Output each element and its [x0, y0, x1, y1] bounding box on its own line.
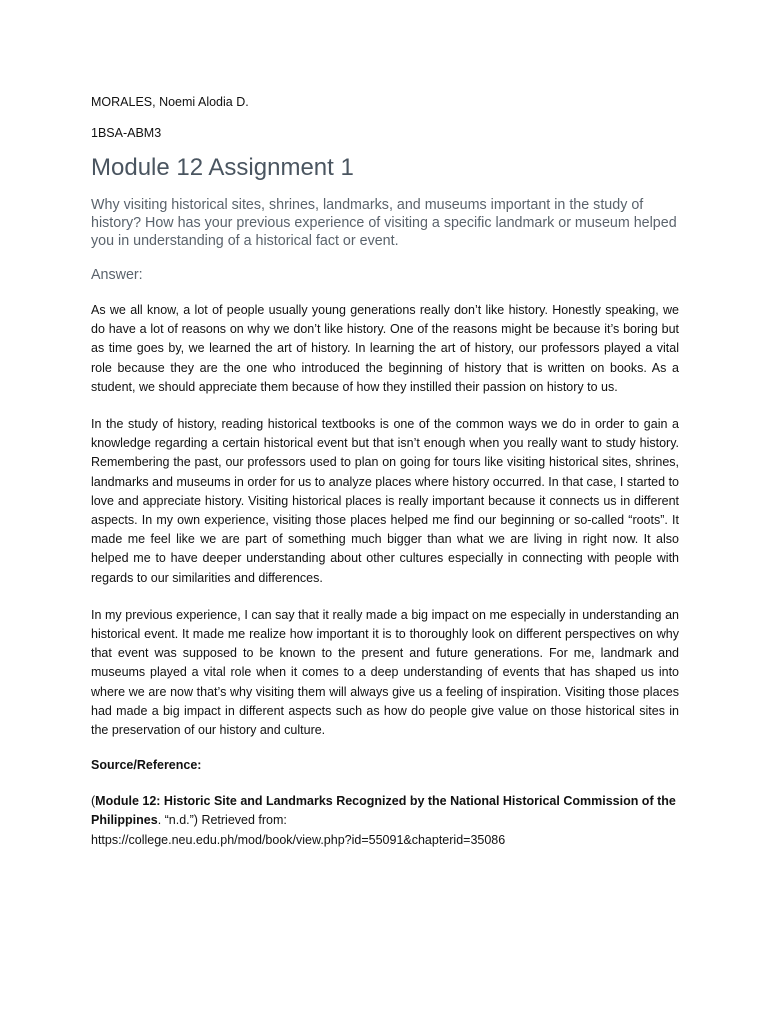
assignment-question: Why visiting historical sites, shrines, landmarks, and museums important in the study of history? How has your previous experience of visiting a specific landmark or museum helped you in understanding of a historical fact or event. — [91, 197, 677, 249]
citation-title: Module 12: Historic Site and Landmarks Recognized by the National Historical Commission of the Philippines — [91, 794, 676, 828]
answer-paragraph-2: In the study of history, reading historical textbooks is one of the common ways we do in order to gain a knowledge regarding a certain historical event but that isn’t enough when you really want to study history. Remembering the past, our professors used to plan on going for tours like visiting historical sites, shrines, landmarks and museums in order for us to analyze places where history occurred. In that case, I started to love and appreciate history. Visiting historical places is really important because it connects us in different aspects. In my own experience, visiting those places helped me find our beginning or so-called “roots”. It made me feel like we are part of something much bigger than what we are living in right now. It also helped me to have deeper understanding about other cultures especially in connecting with people with regards to our similarities and differences. — [91, 417, 679, 585]
assignment-title: Module 12 Assignment 1 — [91, 154, 354, 181]
source-heading: Source/Reference: — [91, 758, 202, 773]
answer-paragraph-3: In my previous experience, I can say that it really made a big impact on me especially in understanding an historical event. It made me realize how important it is to thoroughly look on different perspectives on why that event was supposed to be known to the present and future generations. For me, landmark and museums played a vital role when it comes to a deep understanding of events that has shaped us into where we are now that’s why visiting them will always give us a feeling of inspiration. Visiting those places had made a big impact in different aspects such as how do people give value on those historical sites in the preservation of our history and culture. — [91, 607, 679, 738]
citation — [91, 792, 679, 850]
student-section: 1BSA-ABM3 — [91, 126, 162, 140]
citation-url: https://college.neu.edu.ph/mod/book/view.php?id=55091&chapterid=35086 — [91, 832, 506, 847]
citation-open: ( — [91, 794, 96, 809]
answer-label: Answer: — [91, 267, 143, 283]
student-name: MORALES, Noemi Alodia D. — [91, 95, 249, 109]
document-page — [91, 93, 679, 850]
answer-paragraph-1: As we all know, a lot of people usually young generations really don’t like history. Honestly speaking, we do have a lot of reasons on why we don’t like history. One of the reasons might be because it’s boring but as time goes by, we learned the art of history. In learning the art of history, our professors played a vital role because they are the one who introduced the beginning of history that is written on books. As a student, we should appreciate them because of how they instilled their passion on history to us. — [91, 303, 679, 394]
citation-retrieved: . “n.d.”) Retrieved from: — [157, 813, 287, 828]
